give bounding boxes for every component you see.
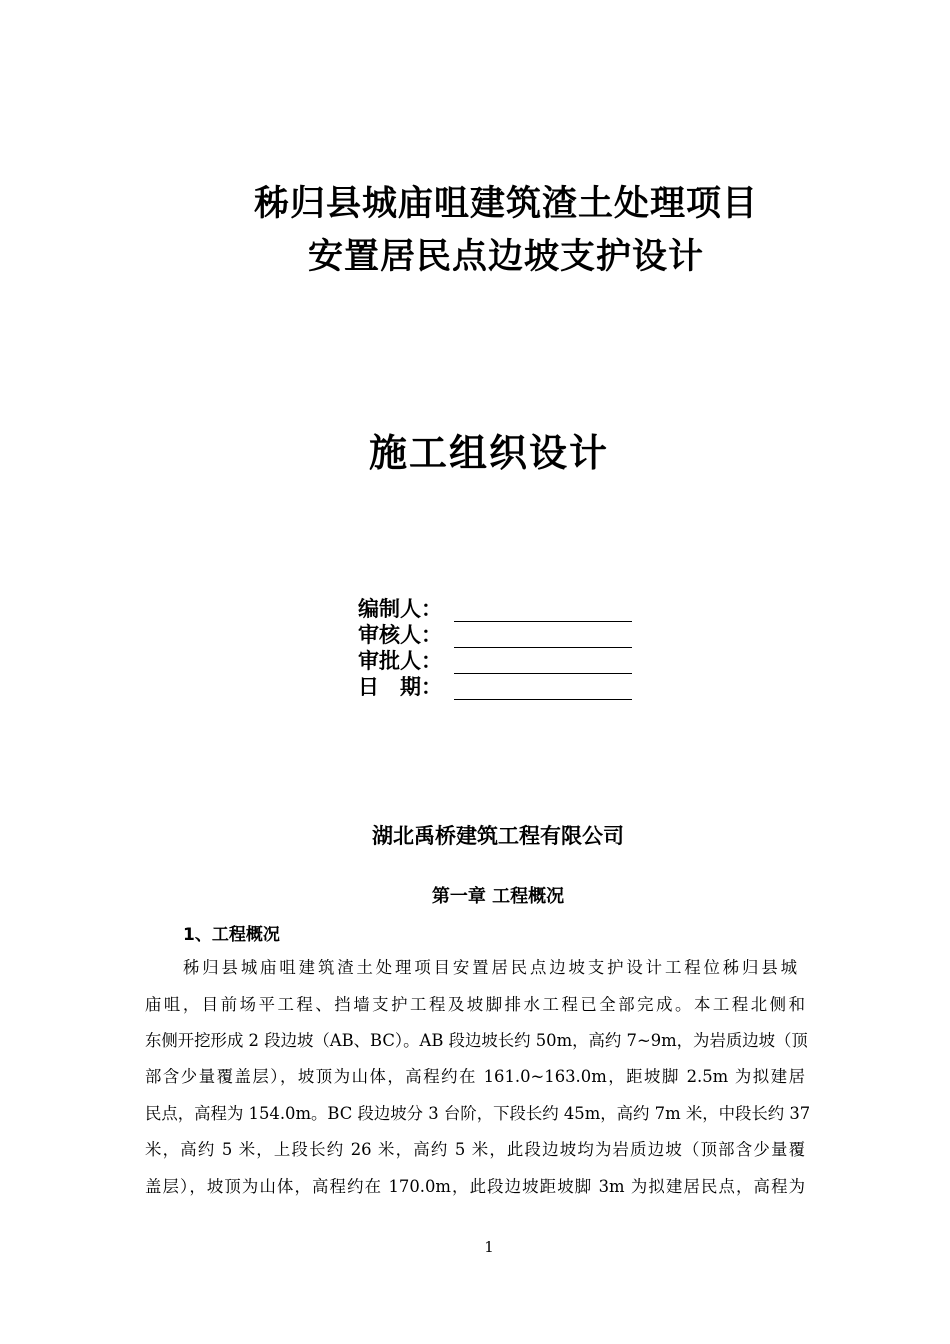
body-text-line: 东侧开挖形成 2 段边坡（AB、BC）。AB 段边坡长约 50m，高约 7~9m，为岩质边坡（顶 [145, 1031, 808, 1050]
signature-label: 编制人： [358, 597, 442, 621]
body-text-line: 秭归县城庙咀建筑渣土处理项目安置居民点边坡支护设计工程位秭归县城 [183, 958, 797, 977]
signature-row-compiler [358, 596, 632, 622]
body-text-line: 民点，高程为 154.0m。BC 段边坡分 3 台阶，下段长约 45m，高约 7m 米，中段长约 37 [145, 1104, 811, 1123]
body-text-line: 部含少量覆盖层），坡顶为山体，高程约在 161.0~163.0m，距坡脚 2.5m 为拟建居 [145, 1067, 805, 1086]
document-type-title: 施工组织设计 [368, 431, 609, 475]
signature-blank-line [454, 625, 632, 648]
signature-blank-line [454, 677, 632, 700]
signature-row-date [358, 674, 632, 700]
project-title-line-1: 秭归县城庙咀建筑渣土处理项目 [253, 184, 758, 224]
body-text-line: 米，高约 5 米，上段长约 26 米，高约 5 米，此段边坡均为岩质边坡（顶部含少量覆 [145, 1140, 805, 1159]
signature-row-approver [358, 648, 632, 674]
project-title-line-2: 安置居民点边坡支护设计 [307, 237, 704, 277]
section-heading: 1、工程概况 [183, 925, 280, 945]
page-number: 1 [484, 1238, 494, 1256]
chapter-heading: 第一章 工程概况 [431, 886, 565, 907]
signature-label: 日 期： [358, 675, 442, 699]
company-name: 湖北禹桥建筑工程有限公司 [372, 824, 624, 848]
signature-label: 审核人： [358, 623, 442, 647]
signature-row-reviewer [358, 622, 632, 648]
signature-blank-line [454, 599, 632, 622]
body-text-line: 庙咀，目前场平工程、挡墙支护工程及坡脚排水工程已全部完成。本工程北侧和 [145, 995, 805, 1014]
signature-blank-line [454, 651, 632, 674]
body-text-line: 盖层），坡顶为山体，高程约在 170.0m，此段边坡距坡脚 3m 为拟建居民点，高程为 [145, 1177, 805, 1196]
signature-label: 审批人： [358, 649, 442, 673]
